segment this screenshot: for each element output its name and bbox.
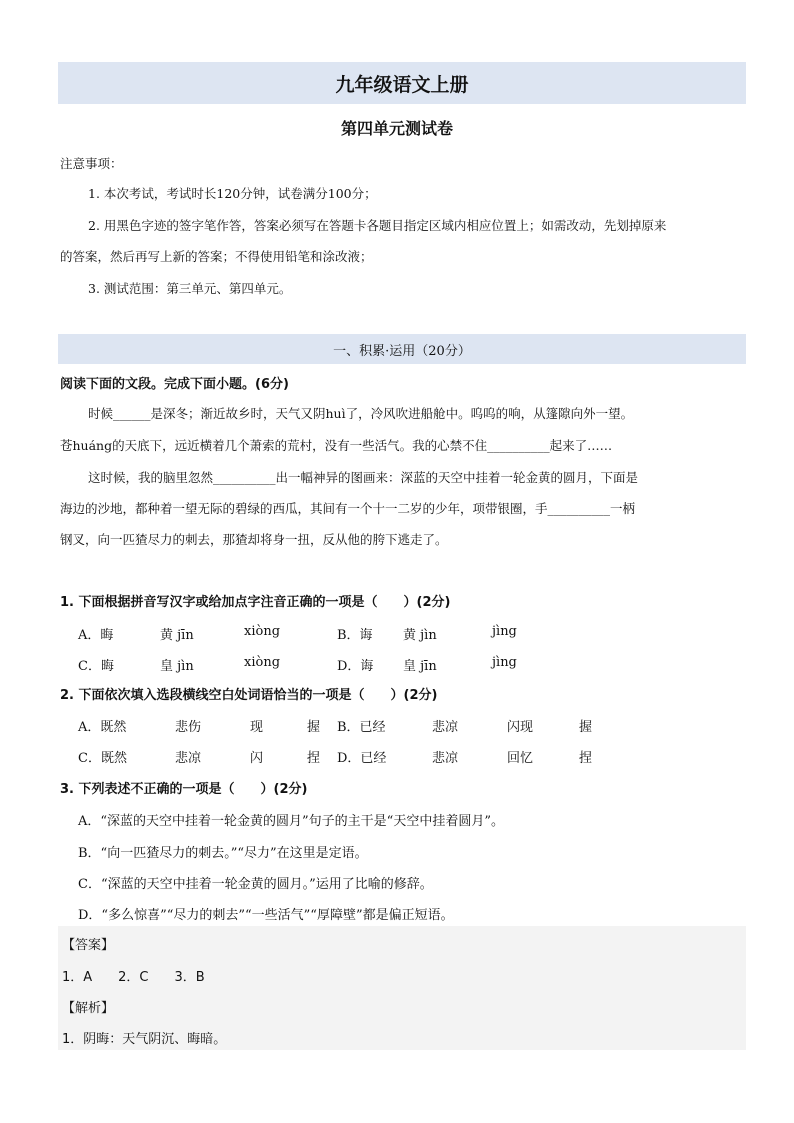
option-cell: 捏 xyxy=(307,751,321,766)
notes-item-1: 1. 本次考试，考试时长120分钟，试卷满分100分； xyxy=(88,186,377,201)
option-cell: 悲凉 xyxy=(432,720,459,735)
passage-line: 钢叉，向一匹猹尽力的刺去，那猹却将身一扭，反从他的胯下逃走了。 xyxy=(60,532,448,547)
option-cell: 回忆 xyxy=(507,751,534,766)
question-3-option-c: C．“深蓝的天空中挂着一轮金黄的圆月。”运用了比喻的修辞。 xyxy=(78,877,433,892)
option-a-label: A．既然 xyxy=(78,720,127,735)
reading-intro: 阅读下面的文段。完成下面小题。(6分) xyxy=(60,377,289,392)
option-b-label: B．诲 xyxy=(337,628,373,643)
page-title: 九年级语文上册 xyxy=(335,73,469,96)
page-title-bar xyxy=(58,62,746,104)
option-cell: 悲凉 xyxy=(175,751,202,766)
passage-line: 时候______是深冬；渐近故乡时，天气又阴huì了，冷风吹进船舱中。呜呜的响，从篷隙向外一望。 xyxy=(88,406,634,421)
option-b-label: B．已经 xyxy=(337,720,386,735)
notes-item-2-line1: 2. 用黑色字迹的签字笔作答，答案必须写在答题卡各题目指定区域内相应位置上；如需改动，先划掉原来 xyxy=(88,218,667,233)
passage-line: 苍huáng的天底下，远近横着几个萧索的荒村，没有一些活气。我的心禁不住__________起来了…… xyxy=(60,438,613,453)
option-c-label: C．既然 xyxy=(78,751,127,766)
option-cell: 悲伤 xyxy=(175,720,202,735)
option-cell: jìng xyxy=(492,624,517,639)
option-cell: 闪 xyxy=(250,751,264,766)
option-cell: 捏 xyxy=(579,751,593,766)
section-heading-bar xyxy=(58,334,746,364)
option-cell: xiòng xyxy=(244,624,281,639)
passage-line: 海边的沙地，都种着一望无际的碧绿的西瓜，其间有一个十一二岁的少年，项带银圈，手__________一柄 xyxy=(60,501,636,516)
question-3-option-b: B．“向一匹猹尽力的刺去。”“尽力”在这里是定语。 xyxy=(78,846,368,861)
notes-item-2-line2: 的答案，然后再写上新的答案；不得使用铅笔和涂改液； xyxy=(60,249,373,264)
analysis-label: 【解析】 xyxy=(62,1001,115,1016)
option-cell: 握 xyxy=(307,720,321,735)
option-cell: 闪现 xyxy=(507,720,534,735)
option-cell: jìng xyxy=(492,655,517,670)
option-cell: xiòng xyxy=(244,655,281,670)
notes-item-3: 3. 测试范围：第三单元、第四单元。 xyxy=(88,281,292,296)
option-c-label: C．晦 xyxy=(78,659,114,674)
option-d-label: D．已经 xyxy=(337,751,387,766)
option-cell: 皇 jìn xyxy=(160,659,194,674)
question-1-title: 1. 下面根据拼音写汉字或给加点字注音正确的一项是（ ）(2分) xyxy=(60,595,451,610)
question-3-title: 3. 下列表述不正确的一项是（ ）(2分) xyxy=(60,782,308,797)
answer-label: 【答案】 xyxy=(62,938,115,953)
option-cell: 皇 jīn xyxy=(403,659,437,674)
answer-text: 1．A 2．C 3．B xyxy=(62,970,205,985)
question-3-option-d: D．“多么惊喜”“尽力的刺去”“一些活气”“厚障壁”都是偏正短语。 xyxy=(78,908,454,923)
analysis-text: 1．阴晦：天气阴沉、晦暗。 xyxy=(62,1032,227,1047)
notes-heading: 注意事项： xyxy=(60,156,123,171)
section-heading: 一、积累·运用（20分） xyxy=(333,343,471,359)
option-cell: 黄 jìn xyxy=(403,628,437,643)
option-a-label: A．晦 xyxy=(78,628,114,643)
option-d-label: D．诲 xyxy=(337,659,374,674)
passage-line: 这时候，我的脑里忽然__________出一幅神异的图画来：深蓝的天空中挂着一轮金黄的圆月，下面是 xyxy=(88,470,639,485)
option-cell: 悲凉 xyxy=(432,751,459,766)
option-cell: 现 xyxy=(250,720,264,735)
question-3-option-a: A．“深蓝的天空中挂着一轮金黄的圆月”句子的主干是“天空中挂着圆月”。 xyxy=(78,814,504,829)
option-cell: 握 xyxy=(579,720,593,735)
question-2-title: 2. 下面依次填入选段横线空白处词语恰当的一项是（ ）(2分) xyxy=(60,688,438,703)
page-subtitle: 第四单元测试卷 xyxy=(340,119,453,138)
option-cell: 黄 jīn xyxy=(160,628,194,643)
